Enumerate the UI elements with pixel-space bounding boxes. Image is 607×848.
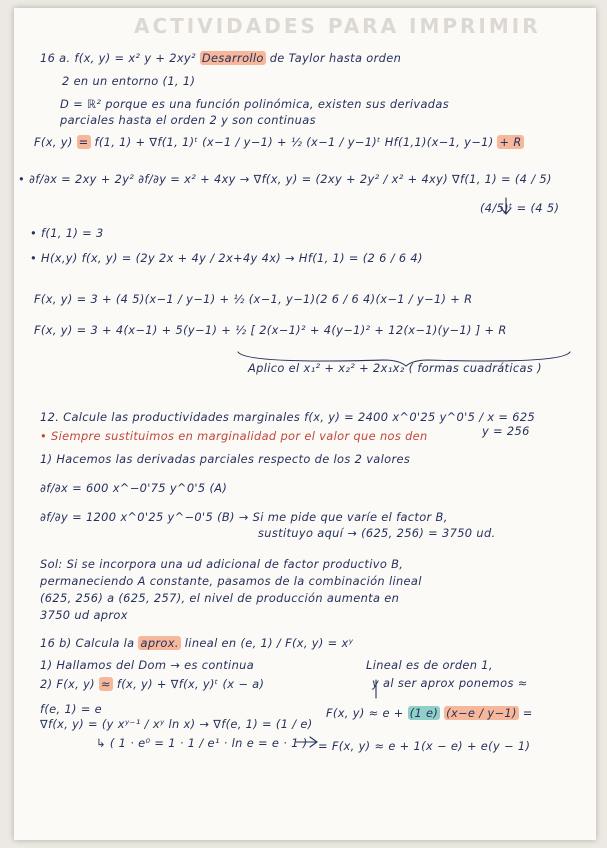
note-line [40, 608, 128, 622]
notebook-page [14, 8, 596, 840]
note-line [40, 574, 422, 588]
highlighted-text: ≈ [100, 677, 111, 691]
note-line [30, 226, 104, 240]
highlighted-text: (1 e) [409, 706, 439, 720]
note-line [30, 251, 423, 265]
note-text: 1) Hacemos las derivadas parciales respecto de los 2 valores [40, 452, 411, 466]
note-line [40, 452, 410, 466]
note-text: y al ser aprox ponemos ≈ [372, 676, 528, 690]
note-text: ∇f(x, y) = (y xʸ⁻¹ / xʸ ln x) → ∇f(e, 1) = (1 / e) [40, 717, 313, 731]
note-text: 16 b) Calcula la [40, 636, 139, 650]
note-text: F(x, y) = 3 + (4 5)(x−1 / y−1) + ½ (x−1, y−1)(2 6 / 6 4)(x−1 / y−1) + R [34, 292, 473, 306]
note-line [62, 74, 195, 88]
note-line [40, 481, 227, 495]
note-line [258, 526, 496, 540]
note-text: Lineal es de orden 1, [366, 658, 493, 672]
note-text: D = ℝ² porque es una función polinómica, existen sus derivadas [60, 97, 449, 111]
note-text: ↳ ( 1 · e⁰ = 1 · 1 / e¹ · ln e = e · 1 ) [96, 736, 308, 750]
ghost-header: ACTIVIDADES PARA IMPRIMIR [134, 14, 541, 38]
note-text: 2 en un entorno (1, 1) [62, 74, 196, 88]
note-text: • ∂f/∂x = 2xy + 2y² ∂f/∂y = x² + 4xy → ∇f(x, y) = (2xy + 2y² / x² + 4xy) ∇f(1, 1) = (4 / 5) [18, 172, 552, 186]
note-line [40, 702, 102, 716]
note-line [40, 658, 254, 672]
highlighted-text: + R [499, 135, 522, 149]
note-text: F(x, y) = 3 + 4(x−1) + 5(y−1) + ½ [ 2(x−1)² + 4(y−1)² + 12(x−1)(y−1) ] + R [34, 323, 507, 337]
note-line [480, 201, 559, 215]
note-text: • Siempre sustituimos en marginalidad por el valor que nos den [40, 429, 428, 443]
note-text: y = 256 [482, 424, 530, 438]
note-text: • H(x,y) f(x, y) = (2y 2x + 4y / 2x+4y 4x) → Hf(1, 1) = (2 6 / 6 4) [30, 251, 423, 265]
note-text: Sol: Si se incorpora una ud adicional de factor productivo B, [40, 557, 404, 571]
note-line [326, 706, 533, 720]
note-line [40, 51, 401, 65]
note-text: sustituyo aquí → (625, 256) = 3750 ud. [258, 526, 496, 540]
note-line [40, 636, 353, 650]
note-text: 3750 ud aprox [40, 608, 128, 622]
note-line [40, 677, 264, 691]
note-text: 1) Hallamos del Dom → es continua [40, 658, 255, 672]
note-text: Aplico el x₁² + x₂² + 2x₁x₂ ( formas cuadráticas ) [248, 361, 542, 375]
note-text: = [518, 706, 533, 720]
note-text: f(1, 1) + ∇f(1, 1)ᵗ (x−1 / y−1) + ½ (x−1 / y−1)ᵗ Hf(1,1)(x−1, y−1) [90, 135, 498, 149]
note-line [40, 429, 428, 443]
note-text: (4/5)ᵗ = (4 5) [480, 201, 560, 215]
note-text: 12. Calcule las productividades marginales f(x, y) = 2400 x^0'25 y^0'5 / x = 625 [40, 410, 536, 424]
note-text: f(e, 1) = e [40, 702, 103, 716]
note-line [248, 361, 542, 375]
note-line [372, 676, 528, 690]
note-text: 2) F(x, y) [40, 677, 99, 691]
note-text: de Taylor hasta orden [265, 51, 402, 65]
note-line [34, 292, 472, 306]
note-line [40, 591, 399, 605]
note-line [40, 510, 448, 524]
note-line [482, 424, 530, 438]
note-line [318, 739, 530, 753]
note-text: = F(x, y) ≈ e + 1(x − e) + e(y − 1) [318, 739, 531, 753]
note-text: • f(1, 1) = 3 [30, 226, 104, 240]
note-line [34, 135, 524, 149]
note-line [60, 113, 316, 127]
highlighted-text: = [78, 135, 89, 149]
note-text: parciales hasta el orden 2 y son continuas [60, 113, 316, 127]
note-text: (625, 256) a (625, 257), el nivel de producción aumenta en [40, 591, 400, 605]
note-line [60, 97, 449, 111]
note-line [40, 557, 403, 571]
note-text: 16 a. f(x, y) = x² y + 2xy² [40, 51, 200, 65]
highlighted-text: (x−e / y−1) [446, 706, 517, 720]
note-line [18, 172, 552, 186]
note-text: ∂f/∂y = 1200 x^0'25 y^−0'5 (B) → Si me pide que varíe el factor B, [40, 510, 448, 524]
note-text: lineal en (e, 1) / F(x, y) = xʸ [180, 636, 354, 650]
note-text: F(x, y) ≈ e + [326, 706, 408, 720]
note-text: F(x, y) [34, 135, 77, 149]
note-line [40, 717, 313, 731]
note-text: permaneciendo A constante, pasamos de la combinación lineal [40, 574, 422, 588]
note-line [40, 410, 535, 424]
note-line [96, 736, 308, 750]
note-line [34, 323, 507, 337]
note-line [366, 658, 493, 672]
highlighted-text: aprox. [140, 636, 179, 650]
note-text: f(x, y) + ∇f(x, y)ᵗ (x − a) [112, 677, 265, 691]
highlighted-text: Desarrollo [201, 51, 264, 65]
note-text: ∂f/∂x = 600 x^−0'75 y^0'5 (A) [40, 481, 228, 495]
